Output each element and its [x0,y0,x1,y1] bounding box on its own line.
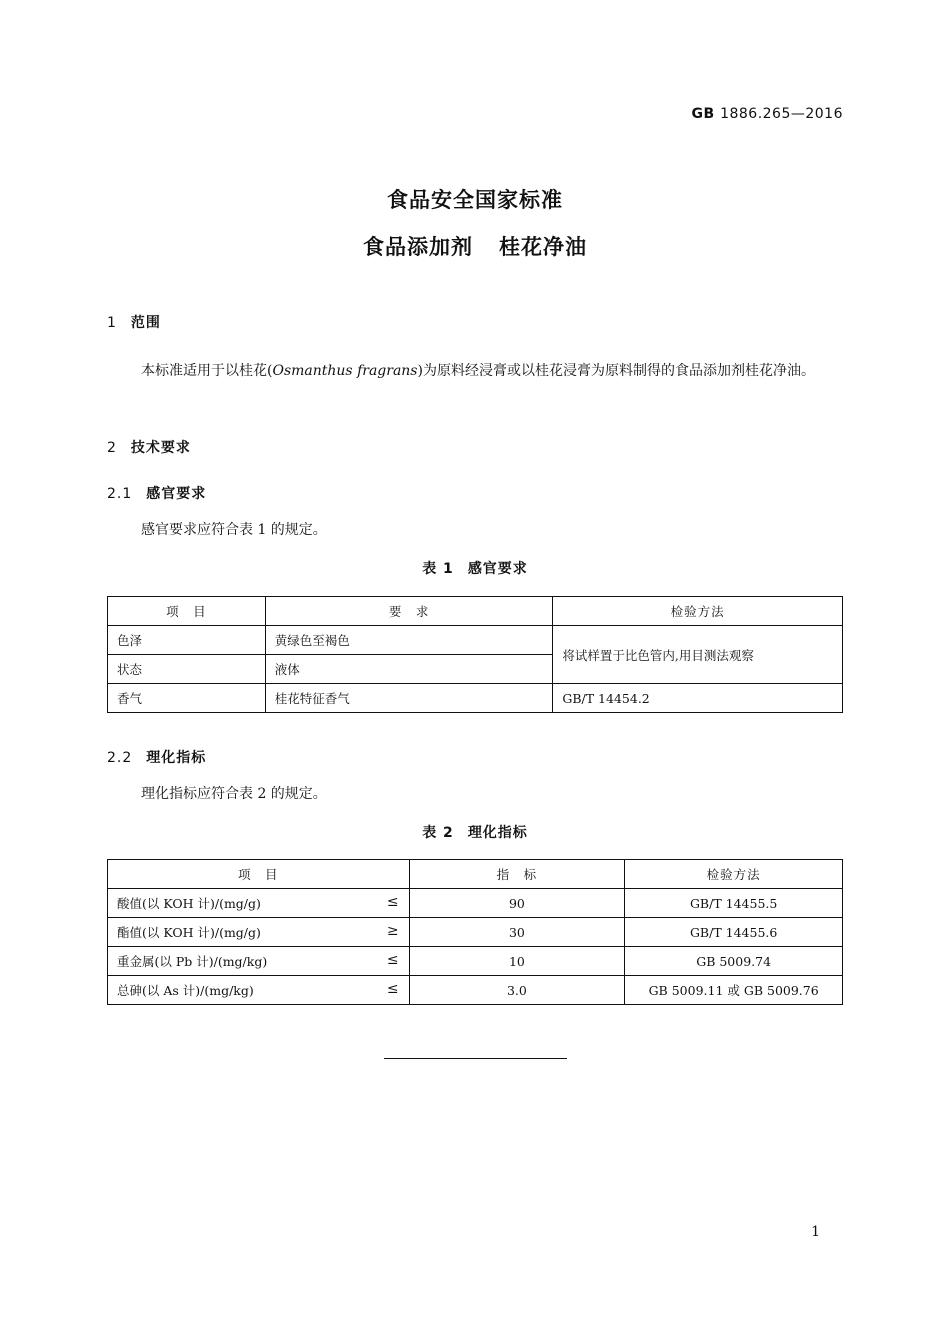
table-row [108,918,843,947]
standard-number [692,106,843,122]
row-test-method: GB/T 14455.6 [625,918,843,947]
table-1-title: 感官要求 [467,561,528,577]
header-item: 项 目 [108,597,266,626]
section-2-2-number: 2.2 [107,750,133,766]
subtitle-part-2: 桂花净油 [499,235,587,259]
row-item [108,889,410,918]
row-item [108,976,410,1005]
section-1-heading [107,312,161,332]
row-requirement: 液体 [265,655,553,684]
end-rule [384,1058,567,1059]
row-value: 10 [409,947,625,976]
row-test-method: GB/T 14455.5 [625,889,843,918]
standard-prefix: GB [691,106,715,122]
section-2-2-paragraph: 理化指标应符合表 2 的规定。 [141,786,327,802]
header-test-method: 检验方法 [625,860,843,889]
scope-text-end: )为原料经浸膏或以桂花浸膏为原料制得的食品添加剂桂花净油。 [417,363,815,379]
row-test-method-shared: 将试样置于比色管内,用目测法观察 [553,626,843,684]
row-item: 香气 [108,684,266,713]
table-1-number: 表 1 [422,561,454,577]
table-row [108,947,843,976]
row-test-method: GB 5009.74 [625,947,843,976]
row-requirement: 桂花特征香气 [265,684,553,713]
scope-text-start: 本标准适用于以桂花( [141,363,273,379]
document-subtitle [0,231,950,261]
comparison-symbol: ≤ [386,952,399,968]
section-2-2-heading [107,747,206,767]
section-1-paragraph [107,358,843,384]
section-2-title: 技术要求 [130,440,191,456]
row-item: 状态 [108,655,266,684]
section-1-title: 范围 [130,315,161,331]
section-2-1-heading [107,483,206,503]
row-item-label: 酯值(以 KOH 计)/(mg/g) [117,925,261,940]
table-2-title: 理化指标 [467,825,528,841]
row-item-label: 总砷(以 As 计)/(mg/kg) [117,983,254,998]
row-requirement: 黄绿色至褐色 [265,626,553,655]
row-item: 色泽 [108,626,266,655]
section-2-1-paragraph: 感官要求应符合表 1 的规定。 [141,522,327,538]
physicochemical-indicators-table [107,859,843,1005]
row-value: 3.0 [409,976,625,1005]
row-value: 90 [409,889,625,918]
section-2-1-title: 感官要求 [146,486,207,502]
section-2-heading [107,437,191,457]
table-row [108,626,843,655]
table-row [108,889,843,918]
row-value: 30 [409,918,625,947]
table-header-row [108,597,843,626]
comparison-symbol: ≥ [386,923,399,939]
document-title: 食品安全国家标准 [387,188,563,212]
subtitle-part-1: 食品添加剂 [363,235,473,259]
section-1-number: 1 [107,315,117,331]
table-row [108,976,843,1005]
table-row [108,684,843,713]
header-indicator: 指 标 [409,860,625,889]
table-2-number: 表 2 [422,825,454,841]
row-item-label: 重金属(以 Pb 计)/(mg/kg) [117,954,268,969]
sensory-requirements-table [107,596,843,713]
section-2-number: 2 [107,440,117,456]
comparison-symbol: ≤ [386,981,399,997]
table-2-caption [0,822,950,842]
row-item [108,918,410,947]
row-test-method: GB 5009.11 或 GB 5009.76 [625,976,843,1005]
header-requirement: 要 求 [265,597,553,626]
standard-code: 1886.265—2016 [720,106,843,122]
row-test-method: GB/T 14454.2 [553,684,843,713]
section-2-2-title: 理化指标 [146,750,207,766]
section-2-1-number: 2.1 [107,486,133,502]
latin-name: Osmanthus fragrans [272,363,418,379]
row-item [108,947,410,976]
header-item: 项 目 [108,860,410,889]
header-test-method: 检验方法 [553,597,843,626]
table-1-caption [0,558,950,578]
comparison-symbol: ≤ [386,894,399,910]
page-number: 1 [811,1224,820,1240]
row-item-label: 酸值(以 KOH 计)/(mg/g) [117,896,261,911]
table-header-row [108,860,843,889]
